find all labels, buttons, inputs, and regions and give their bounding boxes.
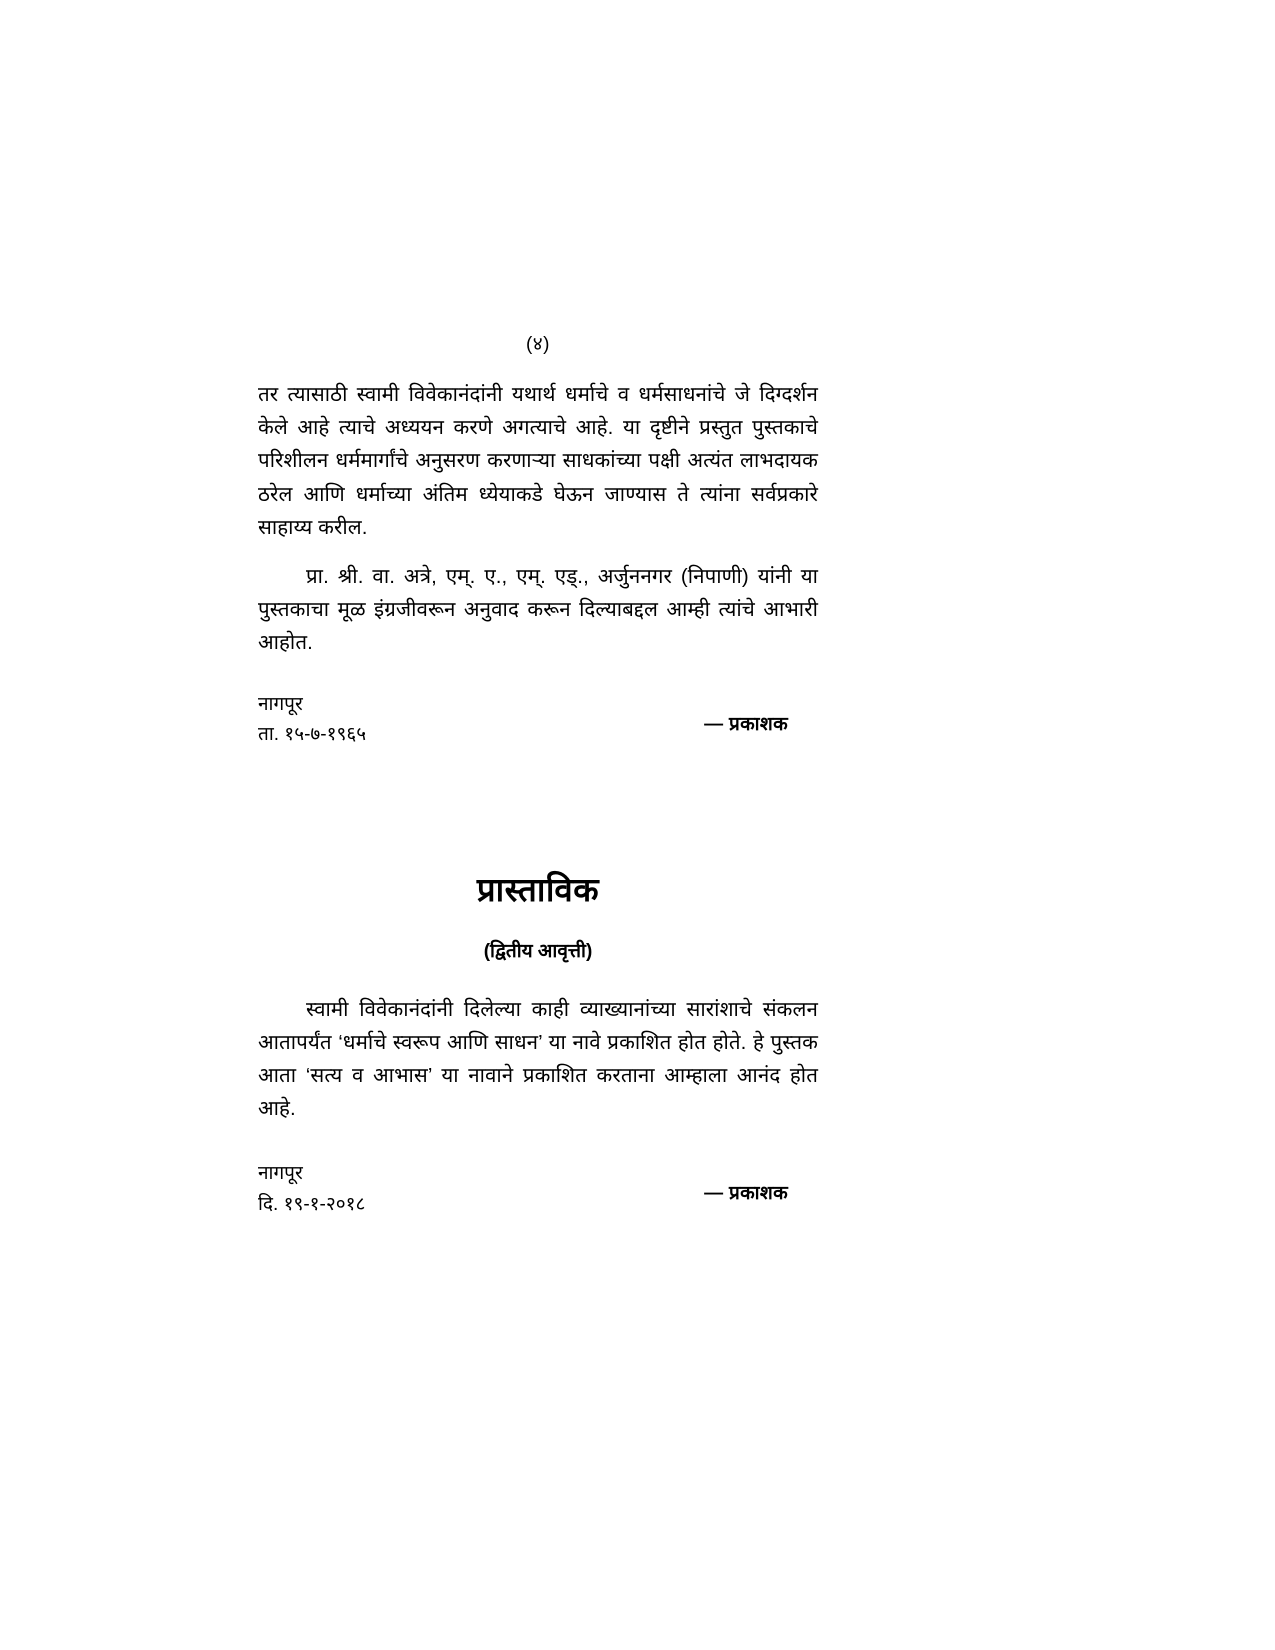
page-number: (४) (525, 334, 551, 355)
paragraph-preface: स्वामी विवेकानंदांनी दिलेल्या काही व्याख्यानांच्या सारांशाचे संकलन आतापर्यंत ‘धर्माचे स्वरूप आणि साधन’ या नावे प्रकाशित होत होते. हे पुस्तक आता ‘सत्य व आभास’ या नावाने प्रकाशित करताना आम्हाला आनंद होत आहे. (258, 997, 818, 1121)
signature-date: ता. १५-७-१९६५ (258, 724, 367, 746)
paragraph-acknowledgement: प्रा. श्री. वा. अत्रे, एम्. ए., एम्. एड्., अर्जुननगर (निपाणी) यांनी या पुस्तकाचा मूळ इंग्रजीवरून अनुवाद करून दिल्याबद्दल आम्ही त्यांचे आभारी आहोत. (258, 565, 818, 655)
section-divider-space (258, 756, 818, 866)
signature-signer: — प्रकाशक (704, 713, 788, 735)
signature-place-second: नागपूर (258, 1163, 303, 1185)
signature-place-date (258, 690, 366, 751)
signature-place-date-second (258, 1159, 365, 1220)
page-content (258, 330, 818, 1225)
section-title: प्रास्ताविक (476, 870, 600, 908)
signature-block-second (258, 1159, 818, 1225)
section-subtitle: (द्वितीय आवृत्ती) (483, 940, 593, 962)
paragraph-intro: तर त्यासाठी स्वामी विवेकानंदांनी यथार्थ धर्माचे व धर्मसाधनांचे जे दिग्दर्शन केले आहे त्याचे अध्ययन करणे अगत्याचे आहे. या दृष्टीने प्रस्तुत पुस्तकाचे परिशीलन धर्ममार्गांचे अनुसरण करणाऱ्या साधकांच्या पक्षी अत्यंत लाभदायक ठरेल आणि धर्माच्या अंतिम ध्येयाकडे घेऊन जाण्यास ते त्यांना सर्वप्रकारे साहाय्य करील. (258, 383, 818, 539)
signature-block-first (258, 690, 818, 756)
signature-date-second: दि. १९-१-२०१८ (258, 1193, 366, 1215)
signature-place: नागपूर (258, 693, 303, 715)
signature-signer-second: — प्रकाशक (704, 1183, 788, 1205)
